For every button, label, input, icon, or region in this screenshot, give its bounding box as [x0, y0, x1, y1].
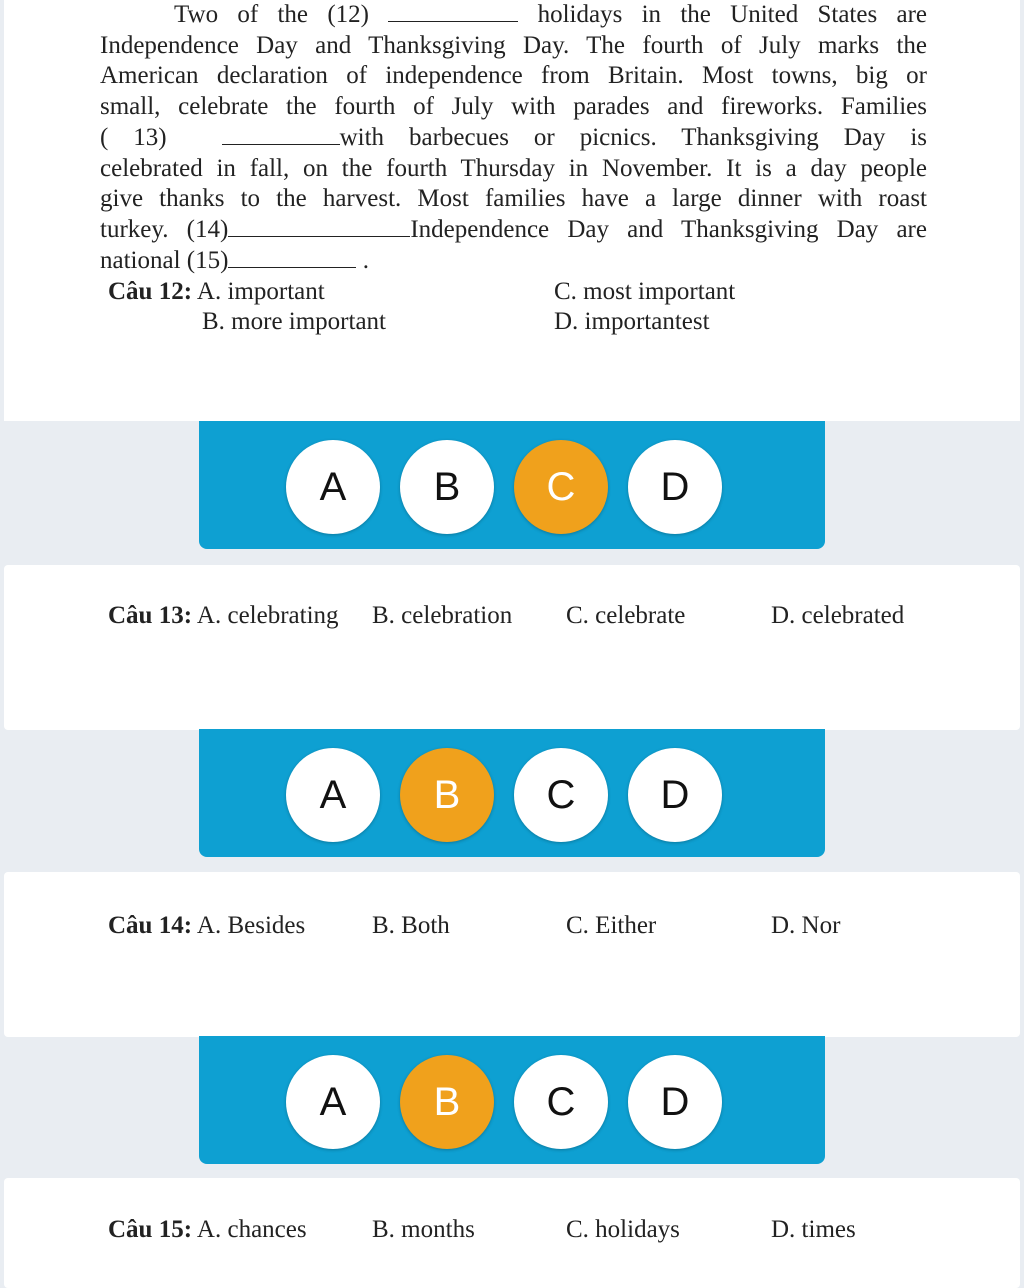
question-card-15	[4, 1178, 1020, 1288]
option-b: B. more important	[202, 308, 386, 335]
option-d: D. celebrated	[771, 602, 905, 629]
option-a: A. celebrating	[196, 602, 339, 629]
question-14-row	[108, 912, 305, 940]
blank-14	[228, 218, 410, 237]
answer-bubble-a[interactable]: A	[286, 748, 380, 842]
option-a: A. chances	[196, 1216, 307, 1243]
passage-line: celebrated in fall, on the fourth Thursday in November. It is a day people	[100, 154, 927, 182]
question-card-13	[4, 565, 1020, 730]
blank-13	[222, 126, 340, 145]
question-label: Câu 14:	[108, 912, 193, 939]
option-d: D. times	[771, 1216, 856, 1243]
answer-bubble-a[interactable]: A	[286, 440, 380, 534]
question-label: Câu 12:	[108, 278, 193, 305]
option-c: C. holidays	[566, 1216, 680, 1243]
passage-text: Two of the (12)	[174, 1, 369, 28]
answer-bar-13	[199, 729, 825, 857]
question-label: Câu 13:	[108, 602, 193, 629]
passage-line: give thanks to the harvest. Most families have a large dinner with roast	[100, 185, 927, 213]
blank-12	[388, 3, 518, 22]
answer-bubble-d[interactable]: D	[628, 440, 722, 534]
option-b: B. Both	[372, 912, 450, 939]
reading-passage	[100, 0, 927, 276]
passage-text: with barbecues or picnics. Thanksgiving Day is	[339, 123, 928, 151]
answer-bubble-c[interactable]: C	[514, 748, 608, 842]
passage-line: small, celebrate the fourth of July with parades and fireworks. Families	[100, 93, 927, 121]
passage-text: .	[362, 246, 369, 274]
passage-text: ( 13)	[100, 123, 167, 151]
answer-bubble-a[interactable]: A	[286, 1055, 380, 1149]
passage-line	[100, 0, 927, 31]
question-label: Câu 15:	[108, 1216, 193, 1243]
option-c: C. most important	[554, 278, 736, 305]
answer-bubble-c[interactable]: C	[514, 1055, 608, 1149]
answer-bubble-b[interactable]: B	[400, 1055, 494, 1149]
blank-15	[228, 249, 356, 268]
option-c: C. celebrate	[566, 602, 686, 629]
answer-bubble-b[interactable]: B	[400, 440, 494, 534]
passage-text: holidays in the United States are	[537, 1, 928, 28]
passage-text: national (15)	[100, 246, 229, 274]
option-c: C. Either	[566, 912, 657, 939]
passage-line	[100, 246, 927, 277]
passage-line	[100, 123, 927, 154]
passage-text: Independence Day and Thanksgiving Day are	[410, 215, 927, 243]
option-d: D. Nor	[771, 912, 841, 939]
question-12-row1	[108, 278, 325, 306]
question-15-row	[108, 1216, 307, 1244]
answer-bar-12	[199, 421, 825, 549]
answer-bubble-b[interactable]: B	[400, 748, 494, 842]
option-b: B. celebration	[372, 602, 513, 629]
passage-line: American declaration of independence from Britain. Most towns, big or	[100, 62, 927, 90]
answer-bar-14	[199, 1036, 825, 1164]
option-b: B. months	[372, 1216, 475, 1243]
question-card-14	[4, 872, 1020, 1037]
answer-bubble-c[interactable]: C	[514, 440, 608, 534]
option-a: A. important	[196, 278, 325, 305]
option-a: A. Besides	[196, 912, 306, 939]
question-13-row	[108, 602, 339, 630]
question-card-12	[4, 0, 1020, 421]
option-d: D. importantest	[554, 308, 710, 335]
passage-line	[100, 215, 927, 246]
passage-text: turkey. (14)	[100, 215, 229, 243]
answer-bubble-d[interactable]: D	[628, 1055, 722, 1149]
answer-bubble-d[interactable]: D	[628, 748, 722, 842]
passage-line: Independence Day and Thanksgiving Day. The fourth of July marks the	[100, 31, 927, 59]
